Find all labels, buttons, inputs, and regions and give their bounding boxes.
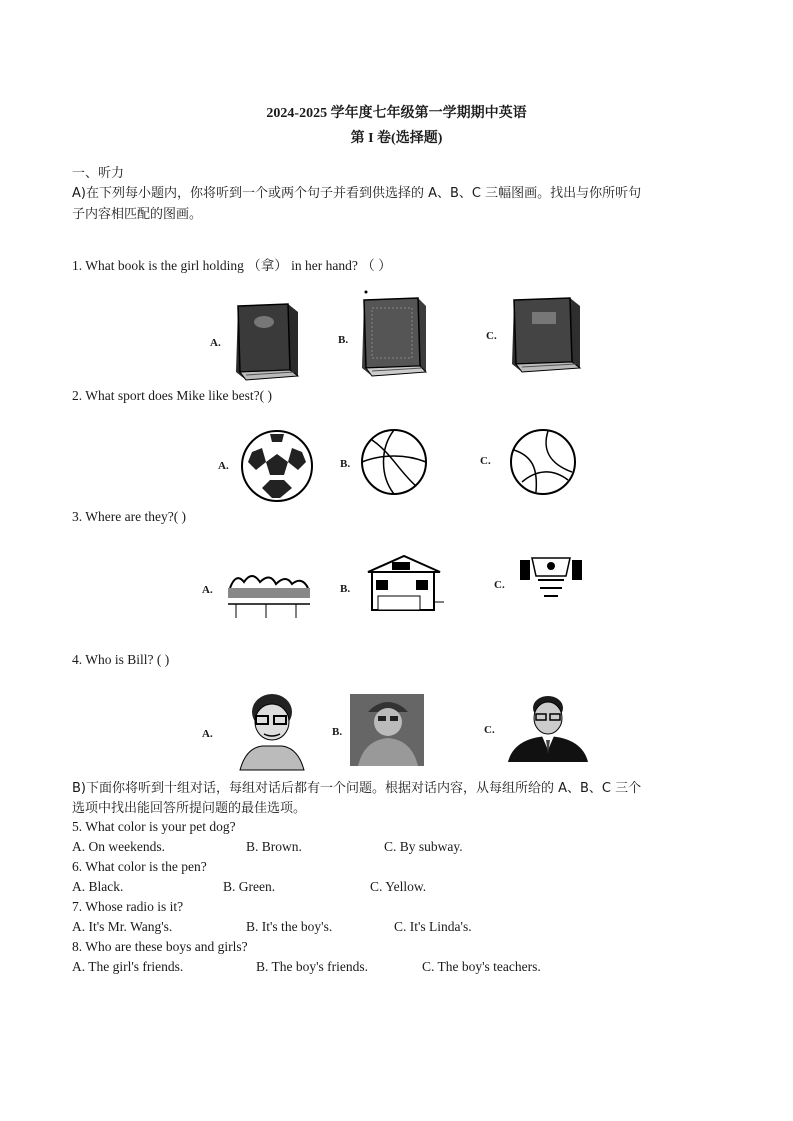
man-cap-icon (350, 694, 424, 766)
exam-subtitle: 第 I 卷(选择题) (350, 131, 443, 146)
q3-option-b-label: B. (340, 583, 351, 595)
question-4-text: 4. Who is Bill? ( ) (72, 652, 170, 667)
question-3-text: 3. Where are they?( ) (72, 509, 187, 524)
question-8-text: 8. Who are these boys and girls? (72, 939, 248, 954)
section-heading: 一、听力 (72, 166, 125, 181)
q7-option-c: C. It's Linda's. (394, 919, 472, 934)
question-5-text: 5. What color is your pet dog? (72, 819, 236, 834)
q2-option-c-label: C. (480, 455, 491, 467)
volleyball-icon (508, 428, 578, 496)
exam-title: 2024-2025 学年度七年级第一学期期中英语 (266, 106, 527, 121)
boy-glasses-icon (236, 690, 306, 770)
q4-option-b-label: B. (332, 726, 343, 738)
cinema-icon (518, 550, 584, 602)
q5-option-b: B. Brown. (246, 839, 302, 854)
question-7-text: 7. Whose radio is it? (72, 899, 184, 914)
q8-option-a: A. The girl's friends. (72, 959, 184, 974)
q1-option-c-label: C. (486, 330, 497, 342)
book-icon (232, 300, 302, 382)
book-icon (508, 292, 584, 378)
park-icon (226, 568, 312, 620)
question-2-text: 2. What sport does Mike like best?( ) (72, 388, 272, 403)
q2-option-a-label: A. (218, 460, 229, 472)
q2-option-b-label: B. (340, 458, 351, 470)
q5-option-c: C. By subway. (384, 839, 463, 854)
q6-option-c: C. Yellow. (370, 879, 427, 894)
q6-option-a: A. Black. (72, 879, 124, 894)
question-1-text: 1. What book is the girl holding （拿） in her hand? （ ） (72, 258, 392, 273)
part-a-instruction-line2: 子内容相匹配的图画。 (72, 207, 203, 222)
man-suit-icon (504, 694, 592, 762)
part-a-instruction-line1: A)在下列每小题内，你将听到一个或两个句子并看到供选择的 A、B、C 三幅图画。找出与你所听句 (72, 186, 642, 201)
q8-option-b: B. The boy's friends. (256, 959, 369, 974)
q3-option-a-label: A. (202, 584, 213, 596)
q7-option-b: B. It's the boy's. (246, 919, 333, 934)
q8-option-c: C. The boy's teachers. (422, 959, 541, 974)
q3-option-c-label: C. (494, 579, 505, 591)
basketball-icon (360, 428, 428, 496)
part-b-instruction-line1: B)下面你将听到十组对话，每组对话后都有一个问题。根据对话内容，从每组所给的 A、B、C 三个 (72, 781, 642, 796)
q5-option-a: A. On weekends. (72, 839, 165, 854)
q1-option-b-label: B. (338, 334, 349, 346)
shop-icon (364, 554, 444, 612)
soccer-ball-icon (240, 428, 314, 504)
part-b-instruction-line2: 选项中找出能回答所提问题的最佳选项。 (72, 801, 307, 816)
book-icon (358, 290, 430, 382)
q7-option-a: A. It's Mr. Wang's. (72, 919, 173, 934)
q1-option-a-label: A. (210, 337, 221, 349)
q4-option-c-label: C. (484, 724, 495, 736)
question-6-text: 6. What color is the pen? (72, 859, 207, 874)
q6-option-b: B. Green. (223, 879, 276, 894)
q4-option-a-label: A. (202, 728, 213, 740)
